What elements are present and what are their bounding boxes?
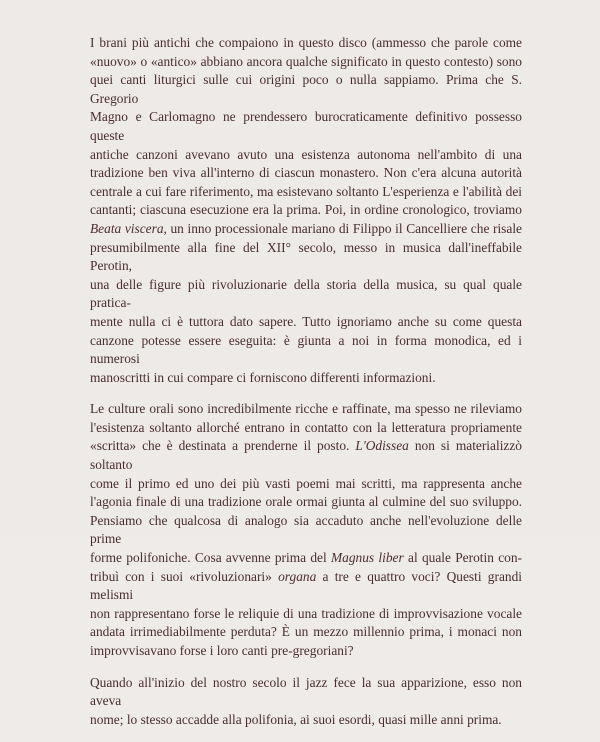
text-line [90,108,522,145]
text-segment: antiche canzoni avevano avuto una esistenza autonoma nell'ambito di una [90,146,522,162]
text-segment: l'esistenza soltanto allorché entrano in contatto con la letteratura propriamente [90,419,522,435]
text-line [90,400,522,419]
text-line [90,475,522,494]
text-line [90,493,522,512]
text-line [90,53,522,72]
text-segment: cantanti; ciascuna esecuzione era la prima. Poi, in ordine cronologico, troviamo [90,202,522,218]
text-line [90,419,522,438]
text-line [90,549,522,568]
paragraph [90,674,522,730]
text-line [90,164,522,183]
text-segment: forme polifoniche. Cosa avvenne prima del [90,550,331,566]
text-body [90,34,522,742]
paragraph [90,34,522,387]
text-segment: centrale a cui fare riferimento, ma esistevano soltanto L'esperienza e l'abilità dei [90,183,522,199]
text-segment: andata irrimediabilmente perduta? È un mezzo millennio prima, i monaci non [90,624,522,640]
text-segment: quei canti liturgici sulle cui origini poco o nulla sappiamo. Prima che S. Gregorio [90,72,522,106]
text-line [90,239,522,276]
text-line [90,34,522,53]
text-segment: non si materializzò soltanto [90,438,522,473]
text-segment: presumibilmente alla fine del XII° secolo, messo in musica dall'ineffabile Perotin, [90,239,522,274]
text-segment: tradizione ben viva all'interno di ciascun monastero. Non c'era alcuna autorità [90,165,522,181]
text-segment: tribuì con i suoi «rivoluzionari» [90,568,279,584]
text-line [90,220,522,239]
italic-title: organa [278,568,317,584]
text-line [90,71,522,108]
text-segment: nome; lo stesso accadde alla polifonia, ai suoi esordi, quasi mille anni prima. [90,711,502,727]
text-line [90,568,522,605]
text-segment: non rappresentano forse le reliquie di una tradizione di improvvisazione vocale [90,605,522,621]
text-segment: «nuovo» o «antico» abbiano ancora qualche significato in questo contesto) sono [90,53,522,69]
text-line [90,313,522,332]
italic-title: Magnus liber [330,550,404,566]
text-segment: canzone potesse essere eseguita: è giunta a noi in forma monodica, ed i numerosi [90,332,522,367]
text-line [90,276,522,313]
text-segment: improvvisavano forse i loro canti pre-gregoriani? [90,643,354,658]
text-line [90,605,522,624]
italic-title: Beata viscera [90,220,164,236]
text-line [90,674,522,711]
paragraph [90,400,522,660]
text-line [90,642,522,661]
text-segment: manoscritti in cui compare ci forniscono differenti informazioni. [90,369,436,385]
text-segment: Magno e Carlomagno ne prendessero burocraticamente definitivo possesso queste [90,109,522,143]
text-segment: come il primo ed uno dei più vasti poemi mai scritti, ma rappresenta anche [90,475,522,491]
text-segment: «scritta» che è destinata a prenderne il posto. [90,438,356,454]
text-line [90,437,522,474]
text-segment: al quale Perotin con- [403,550,522,566]
text-segment: Le culture orali sono incredibilmente ricche e raffinate, ma spesso ne rileviamo [90,401,522,417]
text-segment: Quando all'inizio del nostro secolo il jazz fece la sua apparizione, esso non aveva [90,674,522,709]
italic-title: L'Odissea [355,438,409,454]
text-line [90,369,522,388]
text-segment: l'agonia finale di una tradizione orale ormai giunta al culmine del suo sviluppo. [90,494,522,510]
text-segment: a tre e quattro voci? Questi grandi melismi [90,568,522,603]
text-line [90,623,522,642]
text-line [90,512,522,549]
text-line [90,201,522,220]
text-segment: mente nulla ci è tuttora dato sapere. Tutto ignoriamo anche su come questa [90,313,522,329]
text-segment: , un inno processionale mariano di Filippo il Cancelliere che risale [163,220,522,236]
text-segment: Pensiamo che qualcosa di analogo sia accaduto anche nell'evoluzione delle prime [90,512,522,547]
text-line [90,332,522,369]
text-line [90,711,522,730]
text-segment: una delle figure più rivoluzionarie della storia della musica, su qual quale pratica- [90,276,522,311]
text-line [90,146,522,165]
text-line [90,183,522,202]
text-segment: I brani più antichi che compaiono in questo disco (ammesso che parole come [90,35,522,50]
